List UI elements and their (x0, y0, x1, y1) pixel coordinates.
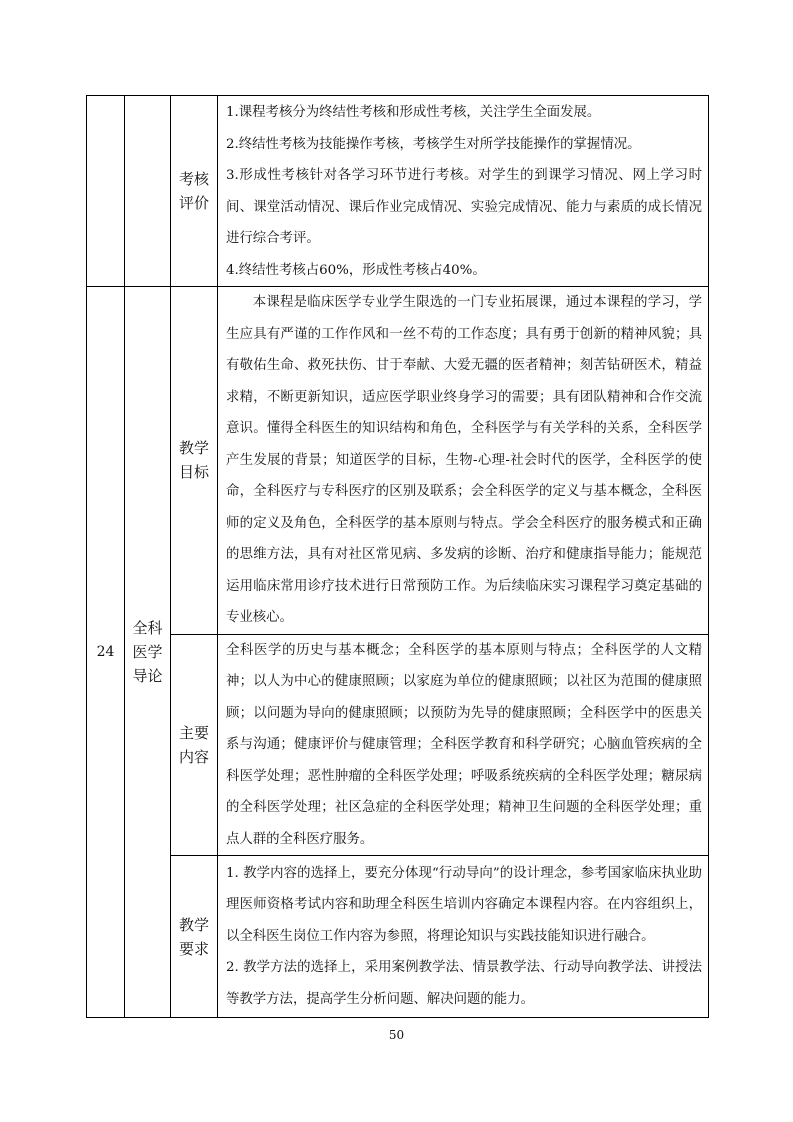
assessment-line: 4.终结性考核占60%，形成性考核占40%。 (226, 262, 486, 278)
empty-number-cell (87, 96, 125, 287)
course-table (86, 95, 709, 1018)
content-row (87, 634, 709, 856)
empty-name-cell (125, 96, 171, 287)
assessment-line: 3.形成性考核针对各学习环节进行考核。对学生的到课学习情况、网上学习时间、课堂活动情况、课后作业完成情况、实验完成情况、能力与素质的成长情况进行综合考评。 (226, 168, 702, 246)
category-requirements: 教学 要求 (171, 856, 218, 1018)
objectives-row (87, 287, 709, 635)
requirements-line: 2. 教学方法的选择上，采用案例教学法、情景教学法、行动导向教学法、讲授法等教学方法，提高学生分析问题、解决问题的能力。 (226, 960, 702, 1007)
requirements-line: 1. 教学内容的选择上，要充分体现“行动导向”的设计理念，参考国家临床执业助理医师资格考试内容和助理全科医生培训内容确定本课程内容。在内容组织上，以全科医生岗位工作内容为参照，将理论知识与实践技能知识进行融合。 (226, 865, 702, 944)
requirements-body (218, 856, 709, 1018)
category-assessment: 考核 评价 (171, 96, 218, 287)
course-name: 全科 医学 导论 (125, 287, 171, 1018)
assessment-line: 2.终结性考核为技能操作考核，考核学生对所学技能操作的掌握情况。 (226, 136, 641, 152)
assessment-line: 1.课程考核分为终结性考核和形成性考核，关注学生全面发展。 (226, 105, 601, 120)
assessment-body (218, 96, 709, 287)
objectives-body (218, 287, 709, 635)
requirements-row (87, 856, 709, 1018)
content-text: 全科医学的历史与基本概念；全科医学的基本原则与特点；全科医学的人文精神；以人为中心的健康照顾；以家庭为单位的健康照顾；以社区为范围的健康照顾；以问题为导向的健康照顾；以预防为先导的健康照顾；全科医学中的医患关系与沟通；健康评价与健康管理；全科医学教育和科学研究；心脑血管疾病的全科医学处理；恶性肿瘤的全科医学处理；呼吸系统疾病的全科医学处理；糖尿病的全科医学处理；社区急症的全科医学处理；精神卫生问题的全科医学处理；重点人群的全科医疗服务。 (226, 642, 702, 847)
objectives-text: 本课程是临床医学专业学生限选的一门专业拓展课，通过本课程的学习，学生应具有严谨的工作作风和一丝不苟的工作态度；具有勇于创新的精神风貌；具有敬佑生命、救死扶伤、甘于奉献、大爱无疆的医者精神；刻苦钻研医术，精益求精，不断更新知识，适应医学职业终身学习的需要；具有团队精神和合作交流意识。懂得全科医生的知识结构和角色，全科医学与有关学科的关系，全科医学产生发展的背景；知道医学的目标，生物-心理-社会时代的医学，全科医学的使命，全科医疗与专科医疗的区别及联系；会全科医学的定义与基本概念，全科医师的定义及角色，全科医学的基本原则与特点。学会全科医疗的服务模式和正确的思维方法，具有对社区常见病、多发病的诊断、治疗和健康指导能力；能规范运用临床常用诊疗技术进行日常预防工作。为后续临床实习课程学习奠定基础的专业核心。 (226, 295, 702, 625)
page-number: 50 (388, 1028, 405, 1042)
course-number: 24 (87, 287, 125, 1018)
category-objectives: 教学 目标 (171, 287, 218, 635)
category-content: 主要 内容 (171, 634, 218, 856)
content-body (218, 634, 709, 856)
assessment-row (87, 96, 709, 287)
